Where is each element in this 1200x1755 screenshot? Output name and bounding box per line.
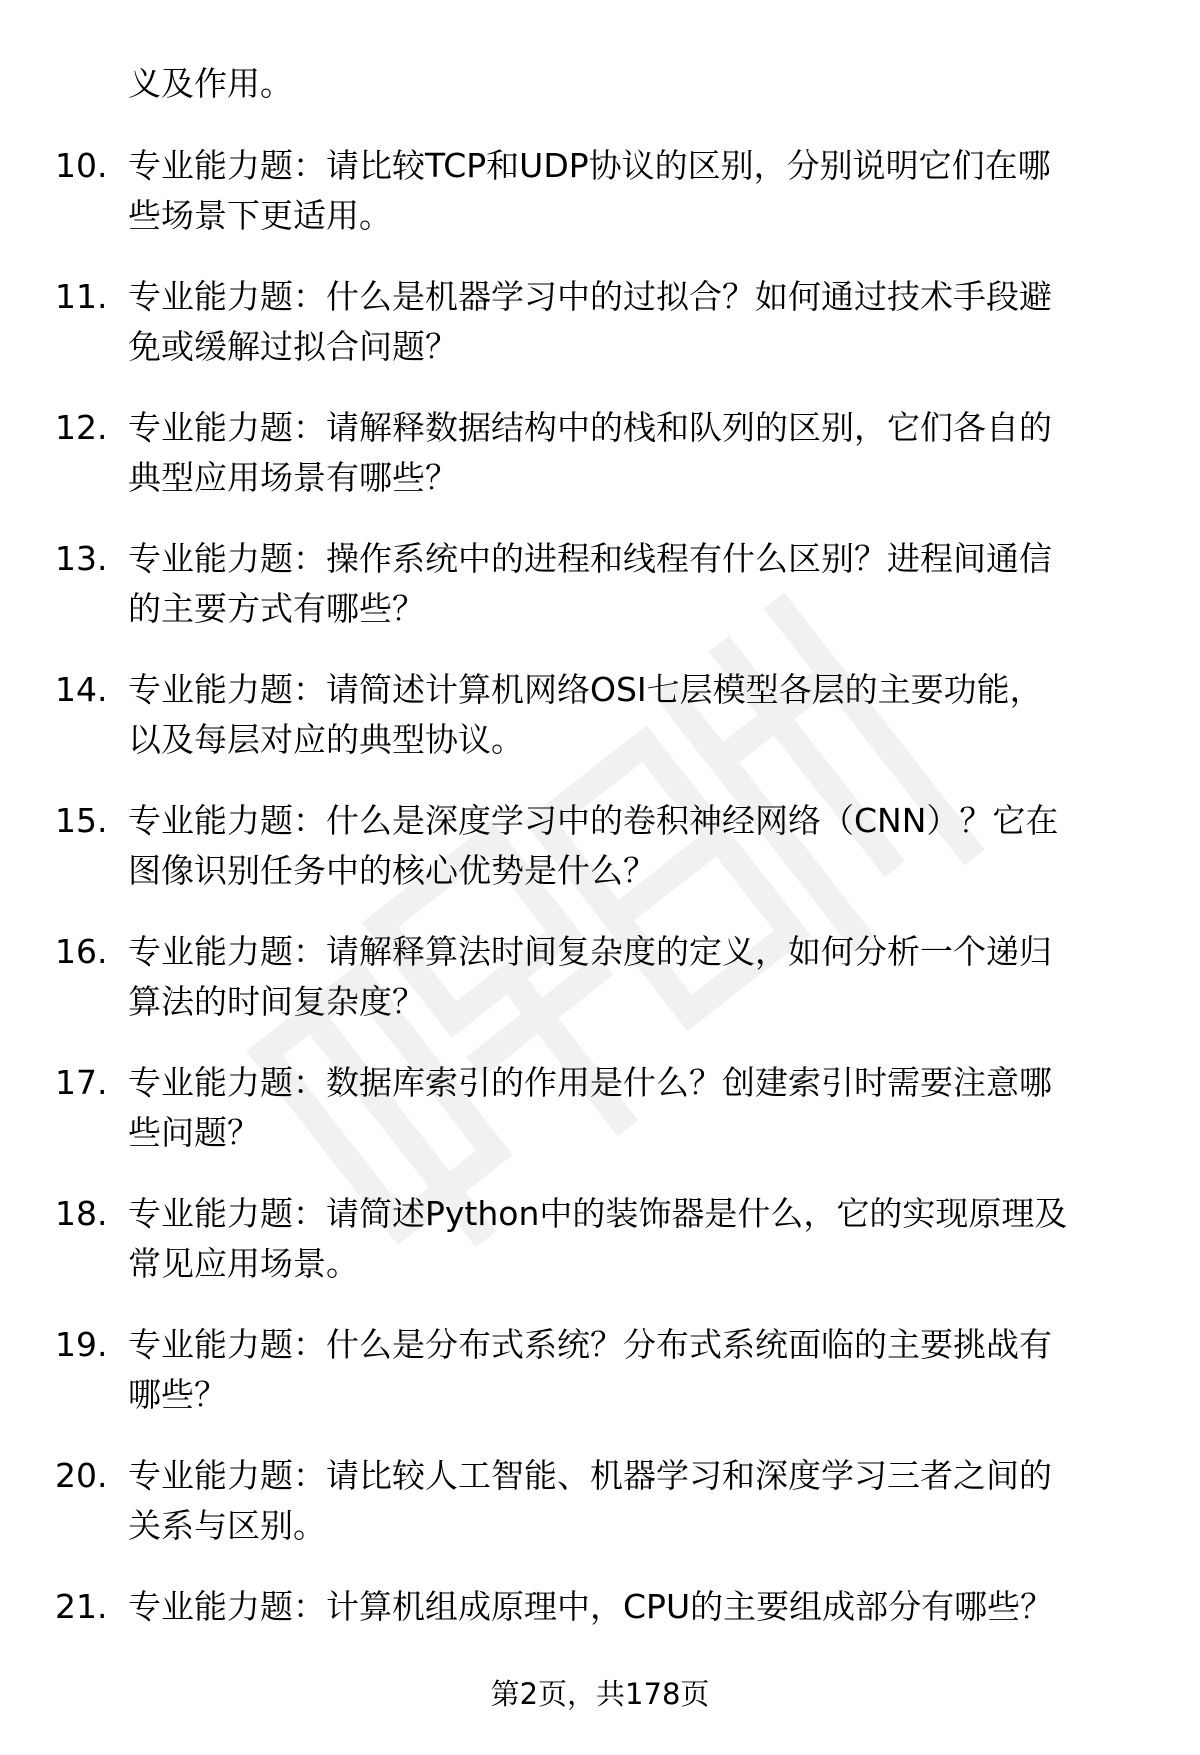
- question-number: 16.: [55, 932, 108, 971]
- question-line-1: 专业能力题：请简述计算机网络OSI七层模型各层的主要功能，: [128, 670, 1043, 709]
- list-item: [0, 402, 1200, 533]
- question-line-2: 些问题？: [128, 1113, 260, 1152]
- question-line-1: 专业能力题：请简述Python中的装饰器是什么，它的实现原理及: [128, 1194, 1068, 1233]
- list-item: [0, 533, 1200, 664]
- page-footer: 第2页，共178页: [490, 1677, 710, 1711]
- question-number: 20.: [55, 1456, 108, 1495]
- question-line-2: 哪些？: [128, 1375, 227, 1414]
- question-line-2: 算法的时间复杂度？: [128, 982, 425, 1021]
- list-item: [0, 795, 1200, 926]
- question-line-2: 的主要方式有哪些？: [128, 589, 425, 628]
- question-number: 13.: [55, 539, 108, 578]
- question-line-1: 专业能力题：什么是机器学习中的过拟合？如何通过技术手段避: [128, 277, 1052, 316]
- question-line-1: 专业能力题：请解释算法时间复杂度的定义，如何分析一个递归: [128, 932, 1052, 971]
- list-item: [0, 1319, 1200, 1450]
- question-line-1: 专业能力题：请比较TCP和UDP协议的区别，分别说明它们在哪: [128, 146, 1051, 185]
- question-line-2: 常见应用场景。: [128, 1244, 359, 1283]
- question-line-1: 专业能力题：操作系统中的进程和线程有什么区别？进程间通信: [128, 539, 1052, 578]
- list-item: [0, 1188, 1200, 1319]
- question-line-1: 专业能力题：计算机组成原理中，CPU的主要组成部分有哪些？: [128, 1587, 1054, 1626]
- question-number: 17.: [55, 1063, 108, 1102]
- question-number: 19.: [55, 1325, 108, 1364]
- question-number: 21.: [55, 1587, 108, 1626]
- question-number: 11.: [55, 277, 108, 316]
- question-number: 18.: [55, 1194, 108, 1233]
- question-line-1: 专业能力题：请解释数据结构中的栈和队列的区别，它们各自的: [128, 408, 1052, 447]
- list-item: [0, 1057, 1200, 1188]
- list-item: [0, 926, 1200, 1057]
- question-line-1: 专业能力题：请比较人工智能、机器学习和深度学习三者之间的: [128, 1456, 1052, 1495]
- question-line-2: 典型应用场景有哪些？: [128, 458, 458, 497]
- list-item: [0, 1450, 1200, 1581]
- list-item: [0, 140, 1200, 271]
- question-number: 15.: [55, 801, 108, 840]
- question-line-2: 图像识别任务中的核心优势是什么？: [128, 851, 656, 890]
- question-number: 12.: [55, 408, 108, 447]
- question-number: 14.: [55, 670, 108, 709]
- question-line-1: 专业能力题：数据库索引的作用是什么？创建索引时需要注意哪: [128, 1063, 1052, 1102]
- question-line-2: 以及每层对应的典型协议。: [128, 720, 524, 759]
- continuation-line: 义及作用。: [128, 64, 293, 103]
- question-line-2: 免或缓解过拟合问题？: [128, 327, 458, 366]
- question-number: 10.: [55, 146, 108, 185]
- question-line-1: 专业能力题：什么是分布式系统？分布式系统面临的主要挑战有: [128, 1325, 1052, 1364]
- question-line-2: 关系与区别。: [128, 1506, 326, 1545]
- list-item: [0, 271, 1200, 402]
- question-list: [0, 140, 1200, 1712]
- list-item: [0, 664, 1200, 795]
- question-line-1: 专业能力题：什么是深度学习中的卷积神经网络（CNN）？它在: [128, 801, 1059, 840]
- question-line-2: 些场景下更适用。: [128, 196, 392, 235]
